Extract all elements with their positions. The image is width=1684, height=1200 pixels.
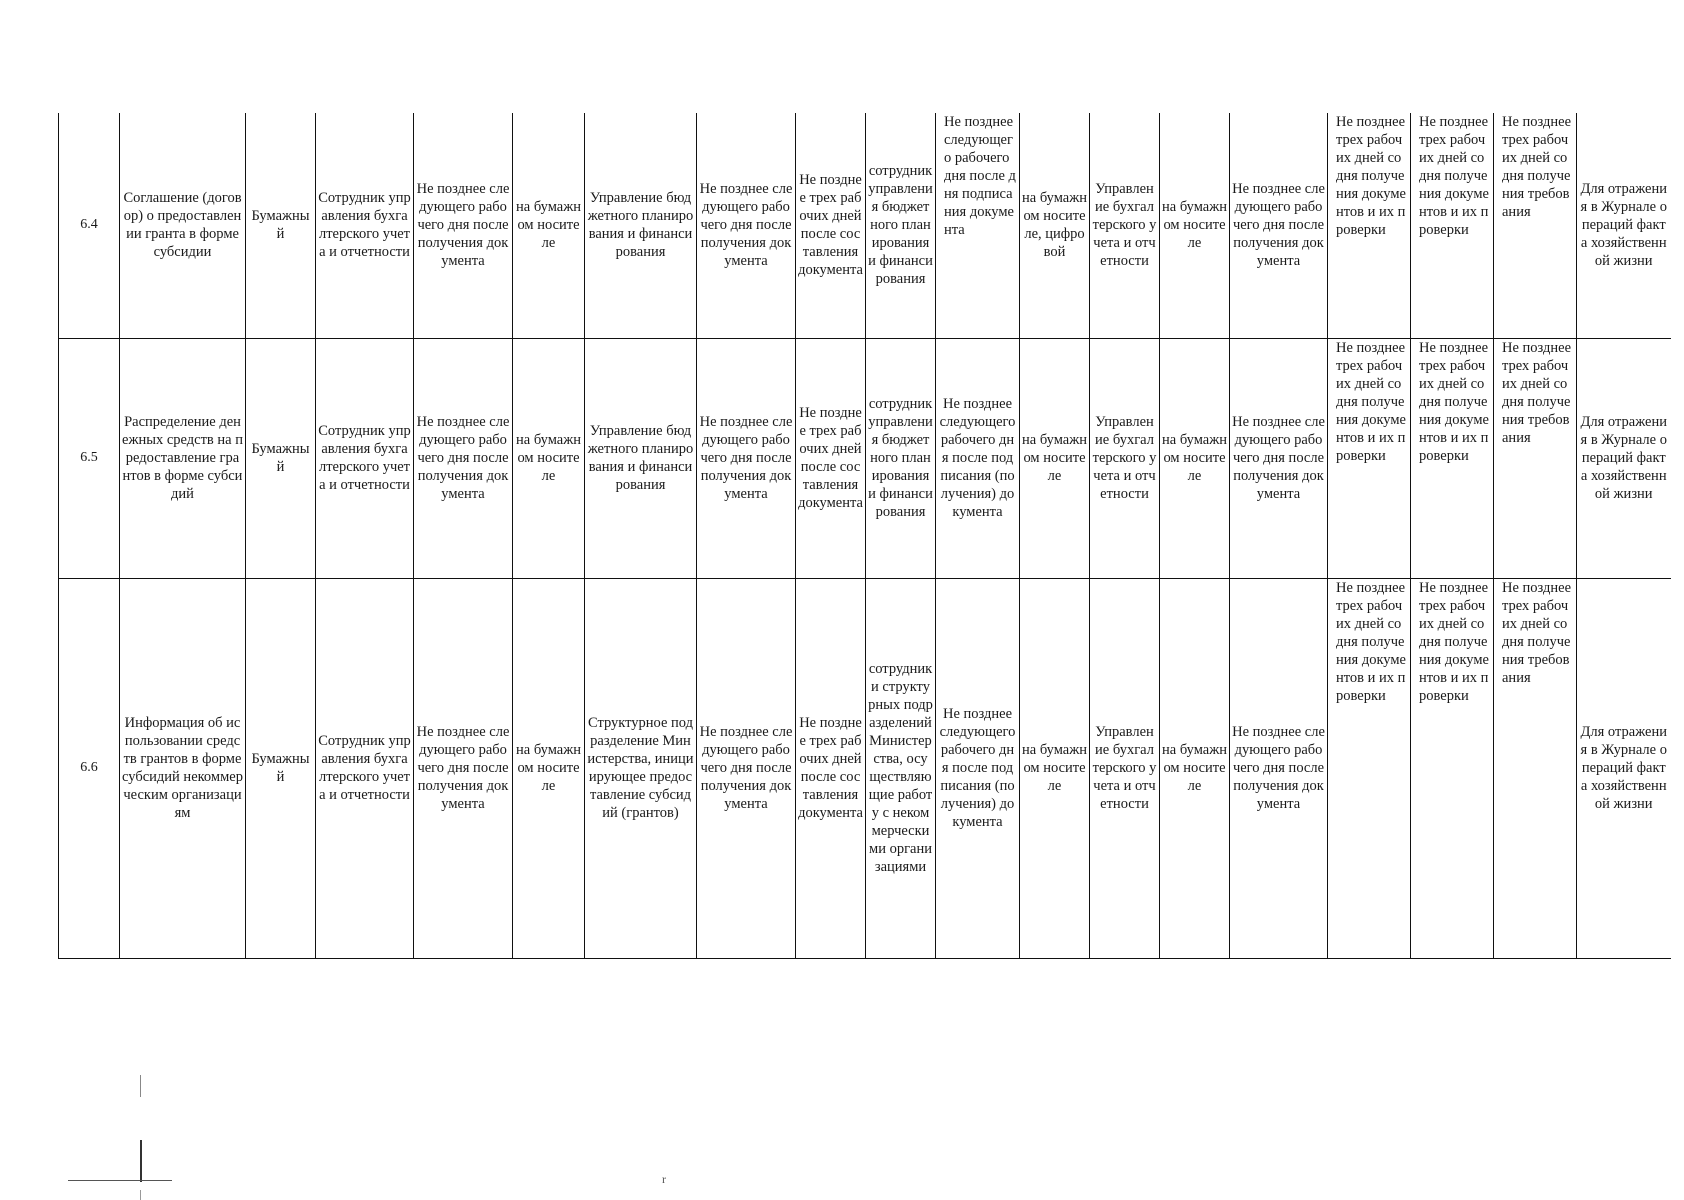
checker-cell: Структурное подразделение Министерства, инициирующее предоставление субсидий (грантов) [585, 578, 697, 958]
recipient-term-cell: Не позднее следующего рабочего дня после получения документа [1230, 113, 1328, 338]
process-term-1-cell: Не позднее трех рабочих дней со дня получения документов и их проверки [1328, 113, 1411, 338]
creator-medium-cell: на бумажном носителе [513, 578, 585, 958]
scan-mark-horizontal [68, 1180, 172, 1181]
checker-term-cell: Не позднее следующего рабочего дня после получения документа [697, 113, 796, 338]
document-form-cell: Бумажный [246, 113, 316, 338]
process-term-2-cell: Не позднее трех рабочих дней со дня получения документов и их проверки [1411, 113, 1494, 338]
recipient-cell: Управление бухгалтерского учета и отчетности [1090, 338, 1160, 578]
document-form-cell: Бумажный [246, 338, 316, 578]
process-term-1-cell: Не позднее трех рабочих дней со дня получения документов и их проверки [1328, 338, 1411, 578]
checker-cell: Управление бюджетного планирования и финансирования [585, 338, 697, 578]
table-row [59, 578, 1671, 958]
recipient-term-cell: Не позднее следующего рабочего дня после получения документа [1230, 338, 1328, 578]
document-name-cell: Информация об использовании средств грантов в форме субсидий некоммерческим организациям [120, 578, 246, 958]
process-term-1-cell: Не позднее трех рабочих дней со дня получения документов и их проверки [1328, 578, 1411, 958]
document-workflow-table [58, 113, 1671, 959]
recipient-medium-cell: на бумажном носителе [1160, 113, 1230, 338]
purpose-cell: Для отражения в Журнале операций факта хозяйственной жизни [1577, 113, 1671, 338]
recipient-term-cell: Не позднее следующего рабочего дня после получения документа [1230, 578, 1328, 958]
purpose-cell: Для отражения в Журнале операций факта хозяйственной жизни [1577, 338, 1671, 578]
sign-medium-cell: на бумажном носителе [1020, 578, 1090, 958]
process-term-3-cell: Не позднее трех рабочих дней со дня получения требования [1494, 338, 1577, 578]
document-name-cell: Распределение денежных средств на предоставление грантов в форме субсидий [120, 338, 246, 578]
creator-term-cell: Не позднее следующего рабочего дня после получения документа [414, 578, 513, 958]
scan-mark-stub [140, 1190, 141, 1200]
creator-cell: Сотрудник управления бухгалтерского учета и отчетности [316, 113, 414, 338]
creator-medium-cell: на бумажном носителе [513, 113, 585, 338]
sign-deadline-cell: Не позднее следующего рабочего дня после подписания (получения) документа [936, 338, 1020, 578]
sign-medium-cell: на бумажном носителе [1020, 338, 1090, 578]
scan-mark-vertical [140, 1140, 142, 1182]
process-term-2-cell: Не позднее трех рабочих дней со дня получения документов и их проверки [1411, 338, 1494, 578]
sign-term-cell: Не позднее трех рабочих дней после составления документа [796, 113, 866, 338]
creator-medium-cell: на бумажном носителе [513, 338, 585, 578]
sign-term-cell: Не позднее трех рабочих дней после составления документа [796, 578, 866, 958]
signer-cell: сотрудник управления бюджетного планирования и финансирования [866, 338, 936, 578]
document-name-cell: Соглашение (договор) о предоставлении гранта в форме субсидии [120, 113, 246, 338]
process-term-3-cell: Не позднее трех рабочих дней со дня получения требования [1494, 113, 1577, 338]
table-row [59, 113, 1671, 338]
signer-cell: сотрудники структурных подразделений Министерства, осуществляющие работу с некоммерческими организациями [866, 578, 936, 958]
process-term-2-cell: Не позднее трех рабочих дней со дня получения документов и их проверки [1411, 578, 1494, 958]
creator-term-cell: Не позднее следующего рабочего дня после получения документа [414, 113, 513, 338]
footer-mark: r [662, 1172, 666, 1186]
sign-deadline-cell: Не позднее следующего рабочего дня после дня подписания документа [936, 113, 1020, 338]
recipient-medium-cell: на бумажном носителе [1160, 338, 1230, 578]
row-number: 6.4 [59, 113, 120, 338]
sign-medium-cell: на бумажном носителе, цифровой [1020, 113, 1090, 338]
sign-term-cell: Не позднее трех рабочих дней после составления документа [796, 338, 866, 578]
creator-cell: Сотрудник управления бухгалтерского учета и отчетности [316, 578, 414, 958]
document-form-cell: Бумажный [246, 578, 316, 958]
signer-cell: сотрудник управления бюджетного планирования и финансирования [866, 113, 936, 338]
sign-deadline-cell: Не позднее следующего рабочего дня после подписания (получения) документа [936, 578, 1020, 958]
checker-term-cell: Не позднее следующего рабочего дня после получения документа [697, 578, 796, 958]
process-term-3-cell: Не позднее трех рабочих дней со дня получения требования [1494, 578, 1577, 958]
row-number: 6.6 [59, 578, 120, 958]
recipient-medium-cell: на бумажном носителе [1160, 578, 1230, 958]
recipient-cell: Управление бухгалтерского учета и отчетности [1090, 578, 1160, 958]
creator-term-cell: Не позднее следующего рабочего дня после получения документа [414, 338, 513, 578]
checker-cell: Управление бюджетного планирования и финансирования [585, 113, 697, 338]
table-row [59, 338, 1671, 578]
purpose-cell: Для отражения в Журнале операций факта хозяйственной жизни [1577, 578, 1671, 958]
checker-term-cell: Не позднее следующего рабочего дня после получения документа [697, 338, 796, 578]
row-number: 6.5 [59, 338, 120, 578]
recipient-cell: Управление бухгалтерского учета и отчетности [1090, 113, 1160, 338]
creator-cell: Сотрудник управления бухгалтерского учета и отчетности [316, 338, 414, 578]
scan-mark-vertical-top [140, 1075, 141, 1097]
